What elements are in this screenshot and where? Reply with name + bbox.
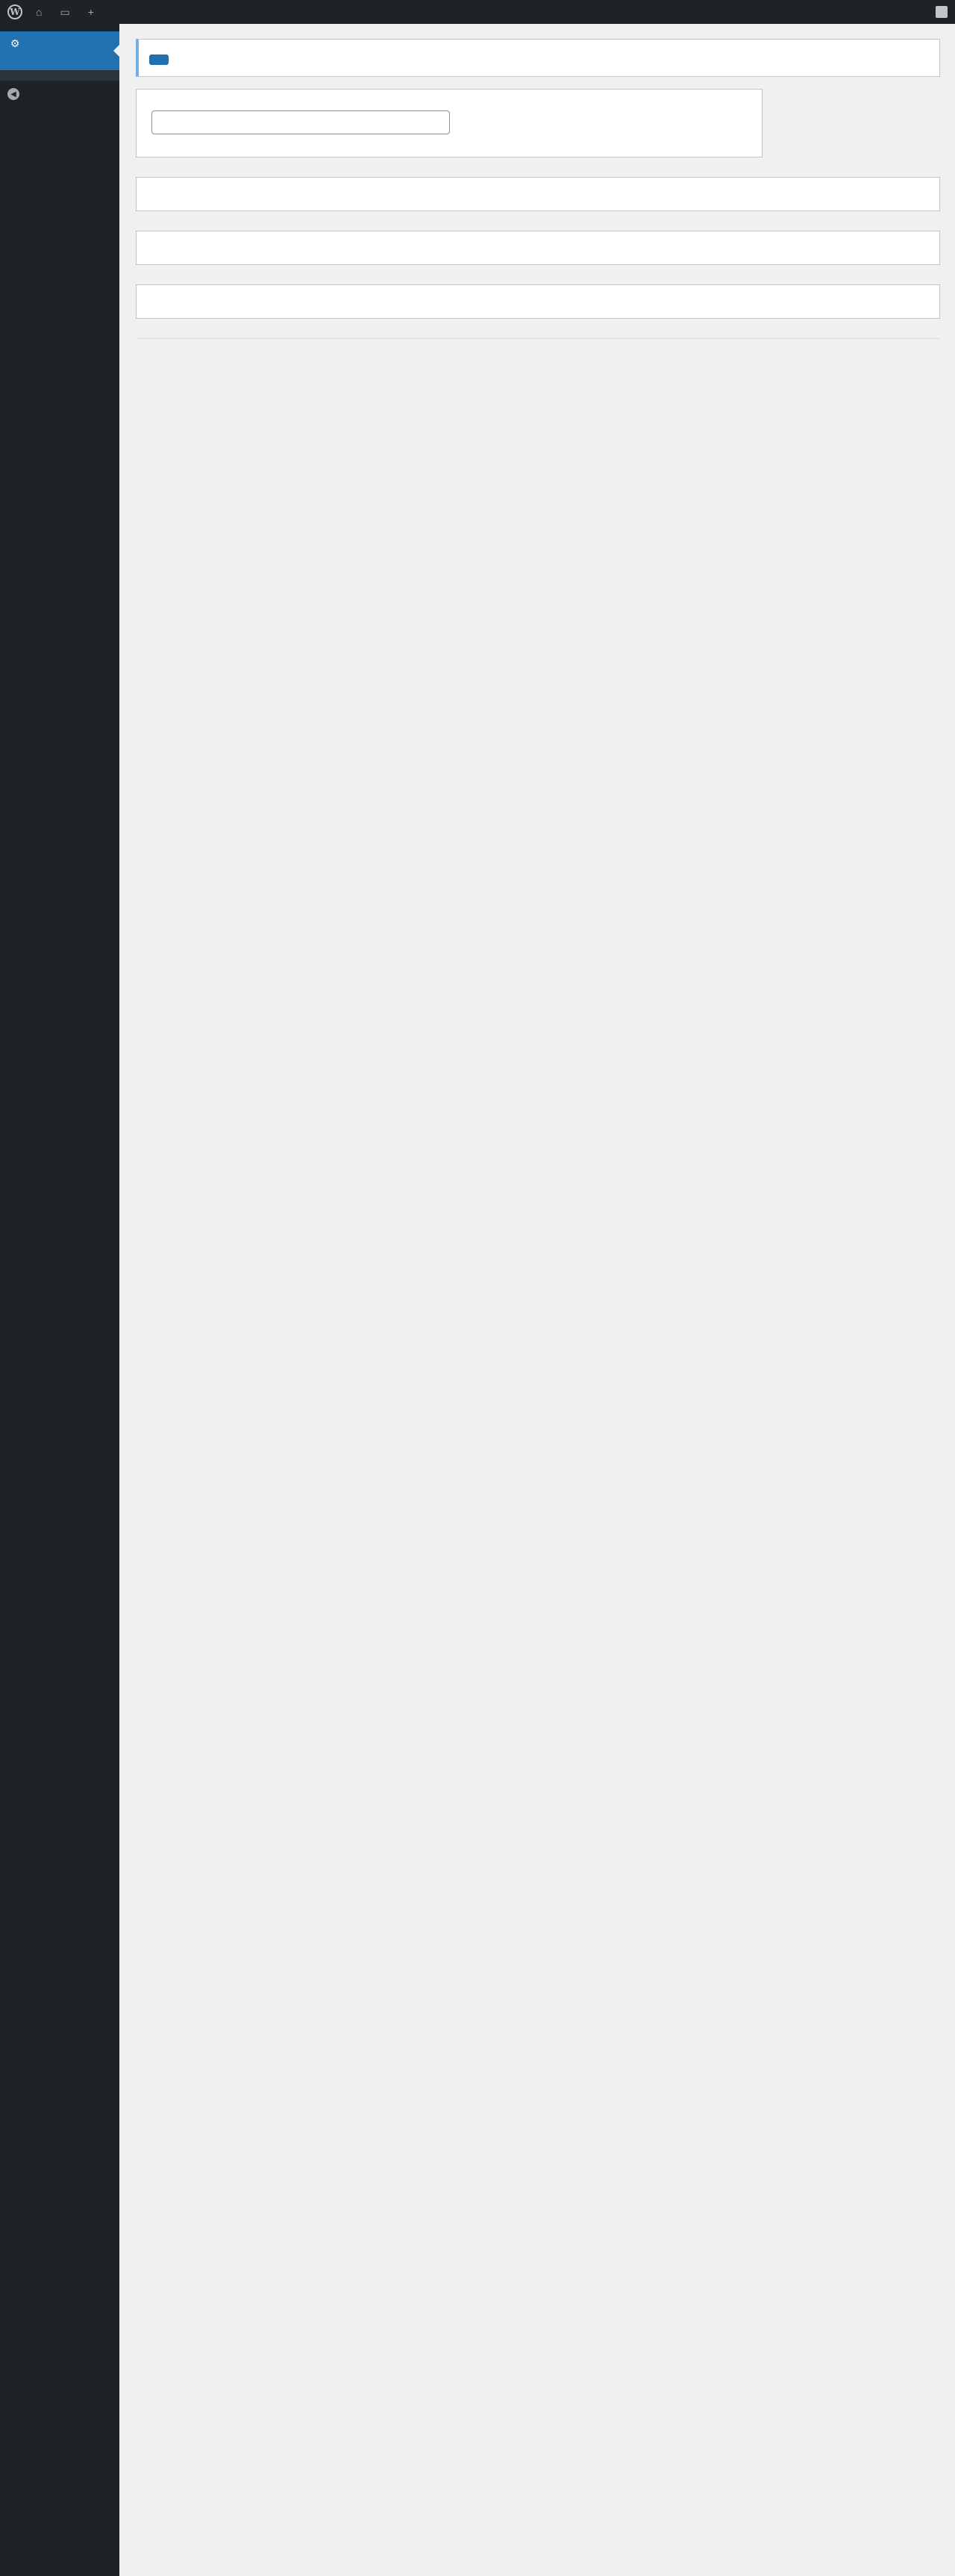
wordpress-logo[interactable] <box>7 4 22 19</box>
site-name-link[interactable] <box>36 6 46 18</box>
new-content-link[interactable] <box>88 6 98 18</box>
screenshots-panel <box>136 284 940 319</box>
search-input[interactable] <box>151 110 450 134</box>
support-notice <box>136 39 940 77</box>
avatar <box>936 6 948 18</box>
collapse-icon: ◀ <box>7 88 19 100</box>
my-account[interactable] <box>930 6 948 18</box>
faq-panel <box>136 231 940 265</box>
wordpress-icon: W <box>7 4 22 19</box>
plus-icon: + <box>87 6 94 18</box>
comment-bubble-icon: ▭ <box>60 5 70 18</box>
admin-sidebar <box>0 24 119 2576</box>
collapse-menu-button[interactable] <box>0 81 119 107</box>
home-icon: ⌂ <box>36 6 43 18</box>
comments-link[interactable] <box>60 6 74 19</box>
cases-panel <box>136 177 940 211</box>
main-content <box>136 24 940 361</box>
submenu <box>0 70 119 81</box>
gear-icon: ⚙ <box>10 37 20 49</box>
menu-item-appointment-hour-booking[interactable] <box>0 31 119 70</box>
divider <box>136 338 940 339</box>
contact-support-button[interactable] <box>149 54 169 65</box>
search-documentation <box>136 89 763 158</box>
admin-bar <box>0 0 955 24</box>
